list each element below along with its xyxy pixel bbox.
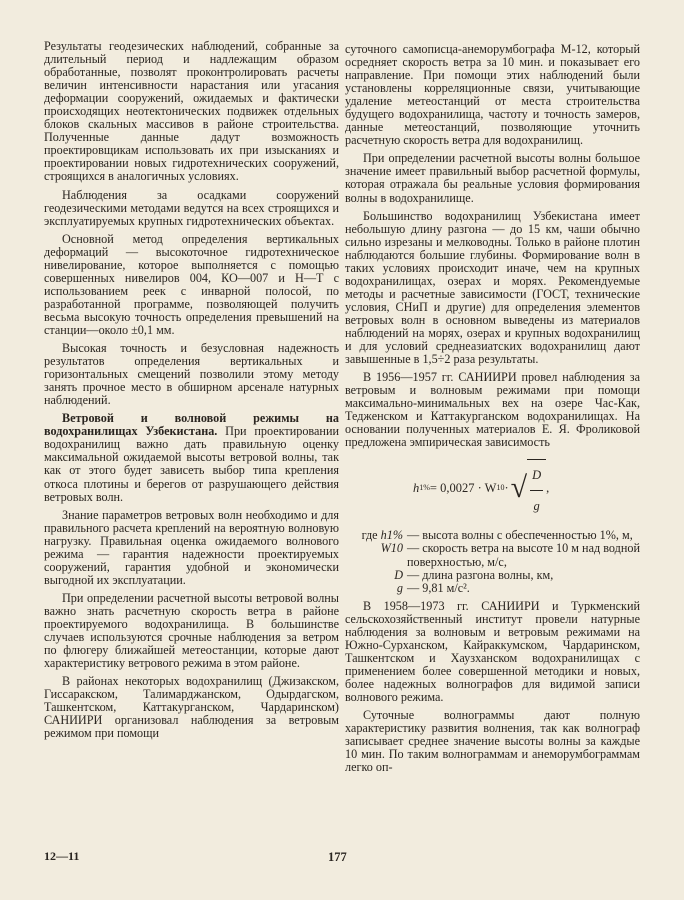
paragraph: Основной метод определения вертикальных деформаций — высокоточное гидротехническое нивелирование, которое выполняется с помощью совершенных нивелиров 004, КО—007 и Н—Т с использованием реек с инварной полосой, по разработанной программе, позволяющей получить весьма высокую точность определения превышений на станции—около ±0,1 мм. [44,231,339,337]
definition-row [345,582,640,595]
definition-symbol: g [396,580,403,595]
section-heading: Ветровой и волновой режимы на водохранилищах Узбекистана. [44,411,339,439]
definition-row [345,542,640,568]
paragraph: При определении расчетной высоты ветровой волны важно знать расчетную скорость ветра в районе проектируемого водохранилища. В большинстве случаев используются срочные наблюдения за ветром по флюгеру ближайшей метеостанции, которые дают характеристику ветрового режима в этом районе. [44,590,339,671]
paragraph: В 1956—1957 гг. САНИИРИ провел наблюдения за ветровым и волновым режимами при помощи максимально-минимальных вех на озере Час-Как, Тедженском и Каттакурганском водохранилищах. На основании полученных материалов Е. Я. Фроликовой предложена эмпирическая зависимость [345,370,640,450]
formula [413,455,640,521]
signature-mark: 12—11 [44,849,80,863]
formula-dot: · [504,481,509,496]
paragraph: Знание параметров ветровых волн необходимо и для правильного расчета креплений на вероятную волновую нагрузку. Правильная оценка ожидаемого волнового режима — гарантия надежности проектируемых сооружений, гарантия удобной и экономически выгодной их эксплуатации. [44,507,339,587]
definition-row [345,569,640,582]
formula-w-subscript: 10 [496,483,505,493]
fraction-numerator: D [530,460,543,491]
definition-text: — высота волны с обеспеченностью 1%, м, [407,528,633,543]
paragraph-text: При проектировании водохранилищ важно дать правильную оценку максимальной ожидаемой высоты ветровой волны, так как от этого будет зависеть выбор типа крепления откоса плотины и берегов от разрушающего действия ветровых волн. [44,424,339,504]
formula-fraction [527,459,546,521]
sqrt-sign: √ [510,471,528,505]
formula-tail: , [546,481,550,496]
fraction-denominator: g [533,499,540,514]
left-column [44,40,339,745]
paragraph: В 1958—1973 гг. САНИИРИ и Туркменский сельскохозяйственный институт провели натурные наблюдения за волновым и ветровым режимами на Южно-Сурханском, Кайраккумском, Чардаринском, Ташкентском и Хаузханском водохранилищах с применением более совершенной методики и новых, более надежных волнографов для видимой записи волнового режима. [345,598,640,704]
section-paragraph [44,412,339,503]
paragraph: Результаты геодезических наблюдений, собранные за длительный период и надлежащим образом обработанные, позволят проконтролировать расчеты величин интенсивности нарастания или угасания деформации сооружений, ожидаемых и фактически происходящих неотектонических подвижек отдельных блоков скальных массивов в районе строительства. Полученные данные дадут возможность проектировщикам использовать их при изысканиях и проектировании новых гидротехнических сооружений, строящихся в аналогичных условиях. [44,39,339,184]
paragraph: Большинство водохранилищ Узбекистана имеет небольшую длину разгона — до 15 км, чаши обычно сильно изрезаны и мелководны. Только в районе плотин наблюдаются большие глубины. Формирование волн в таких условиях происходит иначе, чем на крупных водохранилищах, озерах и морях. Рекомендуемые методы и расчетные зависимости (ГОСТ, технические условия, СНиП и другие) для определения элементов ветровых волн в основном выведены из материалов наблюдений на морях, озерах и крупных водохранилищ и для условий среднеазиатских водохранилищ дают завышенные в 1,5÷2 раза результаты. [345,208,640,367]
page-number: 177 [328,850,347,864]
paragraph: Наблюдения за осадками сооружений геодезическими методами ведутся на всех строящихся и эксплуатируемых крупных гидротехнических объектах. [44,187,339,228]
variable-definitions [345,529,640,594]
formula-lhs: h [413,481,420,496]
formula-coefficient: = 0,0027 · W [429,481,497,496]
formula-lhs-subscript: 1% [419,483,430,493]
right-column [345,43,640,779]
paragraph: При определении расчетной высоты волны большое значение имеет правильный выбор расчетной формулы, которая отражала бы реальные условия формирования волны в водохранилище. [345,151,640,205]
paragraph: суточного самописца-анеморумбографа М-12, который осредняет скорость ветра за 10 мин. и показывает его направление. При помощи этих наблюдений были установлены корреляционные связи, учитывающие удаление метеостанций от места строительства будущего водохранилища, частоту и точность замеров, данные метеостанций, позволяющие уточнить расчетную скорость ветра для водохранилищ. [345,42,640,148]
paragraph: Суточные волнограммы дают полную характеристику развития волнения, так как волнограф записывает среднее значение высоты волны за каждые 10 мин. По таким волнограммам и анеморумбограммам легко оп- [345,708,640,775]
definition-text: — длина разгона волны, км, [407,567,554,582]
paragraph: В районах некоторых водохранилищ (Джизакском, Гиссаракском, Талимарджанском, Одырдагском, Ташкентском, Каттакурганском, Чардаринском) САНИИРИ организовал наблюдения за ветровым режимом при помощи [44,674,339,741]
definition-symbol: где h1% [361,528,403,543]
paragraph: Высокая точность и безусловная надежность результатов определения вертикальных и горизонтальных смещений позволили этому методу занять прочное место в обширном арсенале натурных наблюдений. [44,341,339,408]
definition-symbol: W10 [380,541,403,556]
definition-text: — скорость ветра на высоте 10 м над водной поверхностью, м/с, [407,541,640,569]
definition-text: — 9,81 м/с². [407,580,470,595]
definition-symbol: D [394,567,403,582]
